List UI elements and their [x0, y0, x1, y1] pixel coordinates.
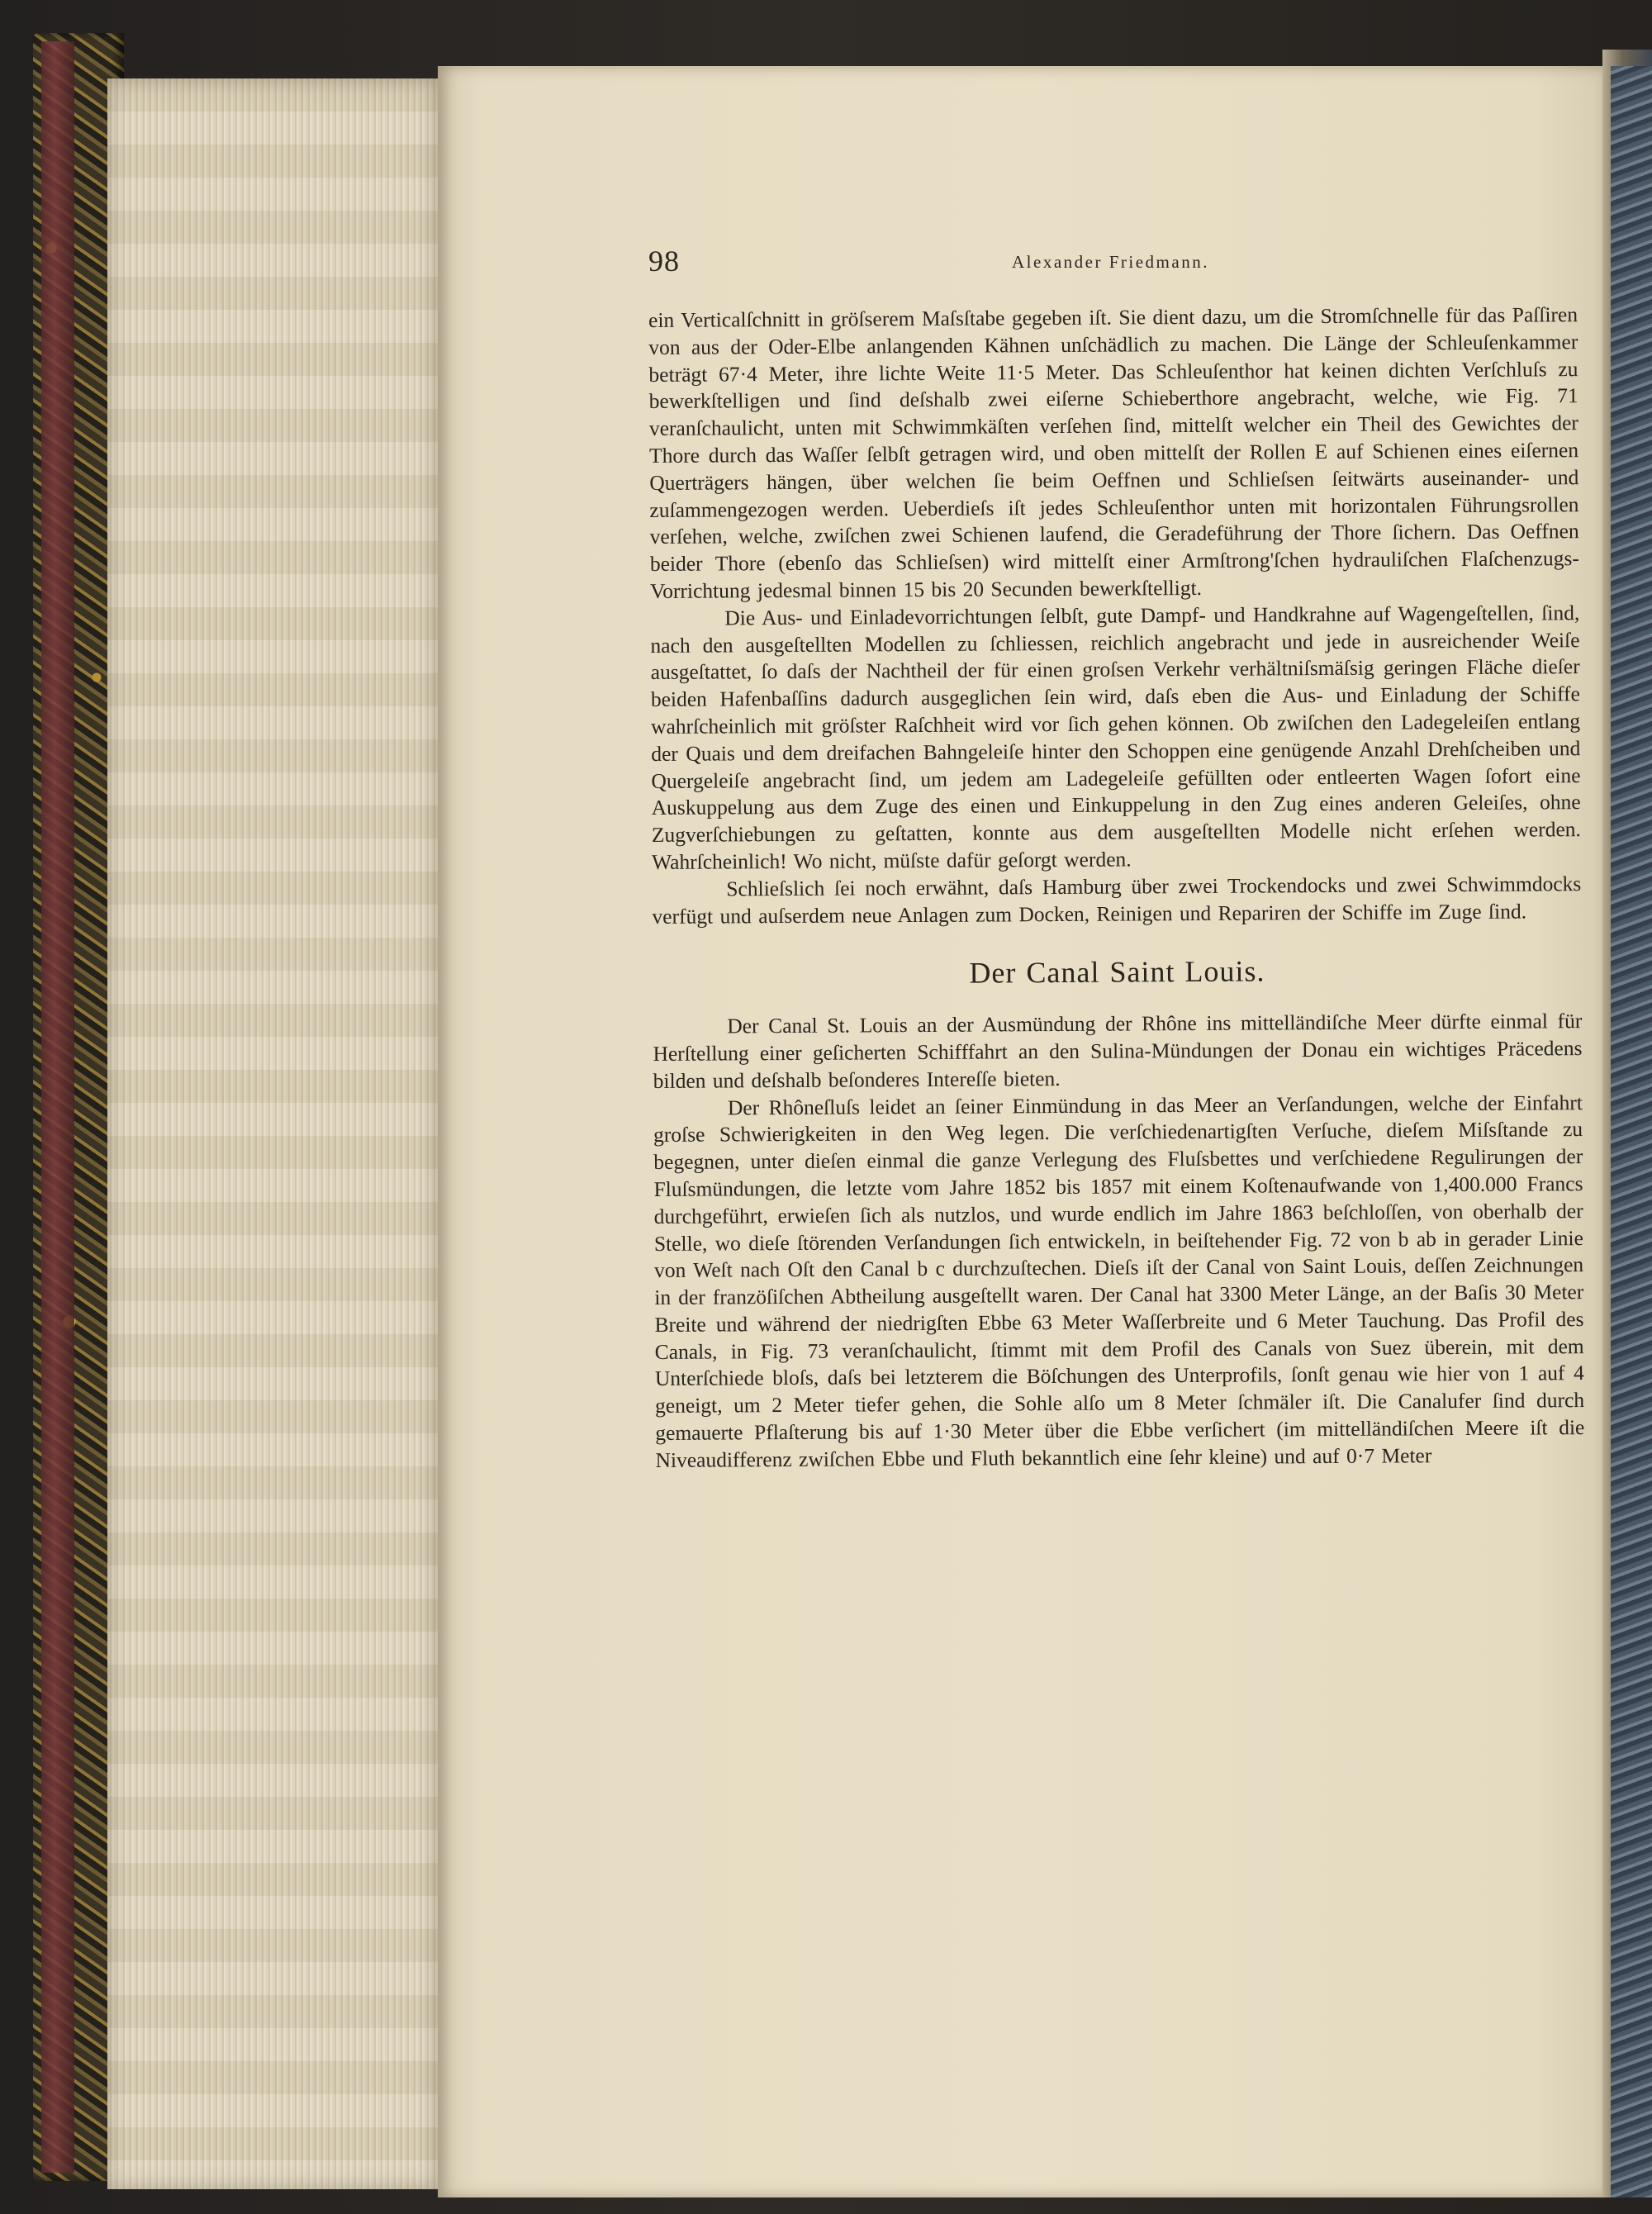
paragraph-2: Die Aus- und Einladevorrichtungen ſelbſt, gute Dampf- und Handkrahne auf Wagengeſtellen, ſind, nach den ausgeſtellten Modellen zu ſchliessen, reichlich angebracht und jede in ausreichender Weiſe ausgeſtattet, ſo daſs der Nachtheil der für einen groſsen Verkehr verhältniſsmäſsig geringen Fläche dieſer beiden Hafenbaſſins dadurch ausgeglichen ſein wird, daſs eben die Aus- und Einladung der Schiffe wahrſcheinlich mit gröſster Raſchheit wird vor ſich gehen können. Ob zwiſchen den Ladegeleiſen entlang der Quais und dem dreifachen Bahngeleiſe hinter den Schoppen eine genügende Anzahl Drehſcheiben und Quergeleiſe angebracht ſind, um jedem am Ladegeleiſe gefüllten oder entleerten Wagen ſofort eine Auskuppelung aus dem Zuge des einen und Einkuppelung in den Zug eines anderen Geleiſes, ohne Zugverſchiebungen zu geſtatten, konnte aus dem ausgeſtellten Modelle nicht erſehen werden. Wahrſcheinlich! Wo nicht, müſste dafür geſorgt werden. [650, 600, 1581, 874]
running-head: Alexander Friedmann. [1012, 252, 1209, 272]
paragraph-4: Der Canal St. Louis an der Ausmündung der Rhône ins mittelländiſche Meer dürfte einmal für Herſtellung einer geſicherten Schifffahrt an den Sulina-Mündungen der Donau ein wichtiges Präcedens bilden und deſshalb beſonderes Intereſſe bieten. [653, 1009, 1583, 1093]
page-body [648, 302, 1585, 1475]
paragraph-5: Der Rhôneſluſs leidet an ſeiner Einmündung in das Meer an Verſandungen, welche der Einfahrt groſse Schwierigkeiten in den Weg legen. Die verſchiedenartigſten Verſuche, dieſem Miſsſtande zu begegnen, unter dieſen einmal die ganze Verlegung des Fluſsbettes und verſchiedene Regulirungen der Fluſsmündungen, die letzte vom Jahre 1852 bis 1857 mit einem Koſtenaufwande von 1,400.000 Francs durchgeführt, erwieſen ſich als nutzlos, und wurde endlich im Jahre 1863 beſchloſſen, von oberhalb der Stelle, wo dieſe ſtörenden Verſandungen ſich entwickeln, in beiſtehender Fig. 72 von b ab in gerader Linie von Weſt nach Oſt den Canal b c durchzuſtechen. Dieſs iſt der Canal von Saint Louis, deſſen Zeichnungen in der franzöſiſchen Abtheilung ausgeſtellt waren. Der Canal hat 3300 Meter Länge, an der Baſis 30 Meter Breite und während der niedrigſten Ebbe 63 Meter Waſſerbreite und 6 Meter Tauchung. Das Profil des Canals, in Fig. 73 veranſchaulicht, ſtimmt mit dem Profil des Canals von Suez überein, mit dem Unterſchiede bloſs, daſs bei letzterem die Böſchungen des Unterprofils, ſonſt genau wie hier von 1 auf 4 geneigt, um 2 Meter tiefer gehen, die Sohle alſo um 8 Meter ſchmäler iſt. Die Canalufer ſind durch gemauerte Pflaſterung bis auf 1·30 Meter über die Ebbe verſichert (im mittelländiſchen Meere iſt die Niveaudifferenz zwiſchen Ebbe und Fluth bekanntlich eine ſehr kleine) und auf 0·7 Meter [653, 1090, 1585, 1472]
paragraph-3: Schlieſslich ſei noch erwähnt, daſs Hamburg über zwei Trockendocks und zwei Schwimmdocks verfügt und auſserdem neue Anlagen zum Docken, Reinigen und Repariren der Schiffe im Zuge ſind. [652, 871, 1582, 929]
marbled-cover-right [1611, 66, 1652, 2197]
paragraph-1: ein Verticalſchnitt in gröſserem Maſsſtabe gegeben iſt. Sie dient dazu, um die Stromſchnelle für das Paſſiren von aus der Oder-Elbe anlangenden Kähnen unſchädlich zu machen. Die Länge der Schleuſenkammer beträgt 67·4 Meter, ihre lichte Weite 11·5 Meter. Das Schleuſenthor hat keinen dichten Verſchluſs zu bewerkſtelligen und ſind deſshalb zwei eiſerne Schieberthore angebracht, welche, wie Fig. 71 veranſchaulicht, unten mit Schwimmkäſten verſehen ſind, mittelſt welcher ein Theil des Gewichtes der Thore durch das Waſſer ſelbſt getragen wird, und oben mittelſt der Rollen E auf Schienen eines eiſernen Querträgers hängen, über welchen ſie beim Oeffnen und Schlieſsen ſeitwärts auseinander- und zuſammengezogen werden. Ueberdieſs iſt jedes Schleuſenthor unten mit horizontalen Führungsrollen verſehen, welche, zwiſchen zwei Schienen laufend, die Geradeführung der Thore ſichern. Das Oeffnen beider Thore (ebenſo das Schlieſsen) wird mittelſt einer Armſtrong'ſchen hydrauliſchen Flaſchenzugs-Vorrichtung jedesmal binnen 15 bis 20 Secunden bewerkſtelligt. [648, 302, 1579, 603]
book-spine [41, 41, 74, 2173]
section-heading: Der Canal Saint Louis. [969, 954, 1265, 990]
page-number: 98 [648, 245, 680, 278]
page-edges-stack [107, 78, 438, 2189]
page-header [648, 244, 1598, 285]
